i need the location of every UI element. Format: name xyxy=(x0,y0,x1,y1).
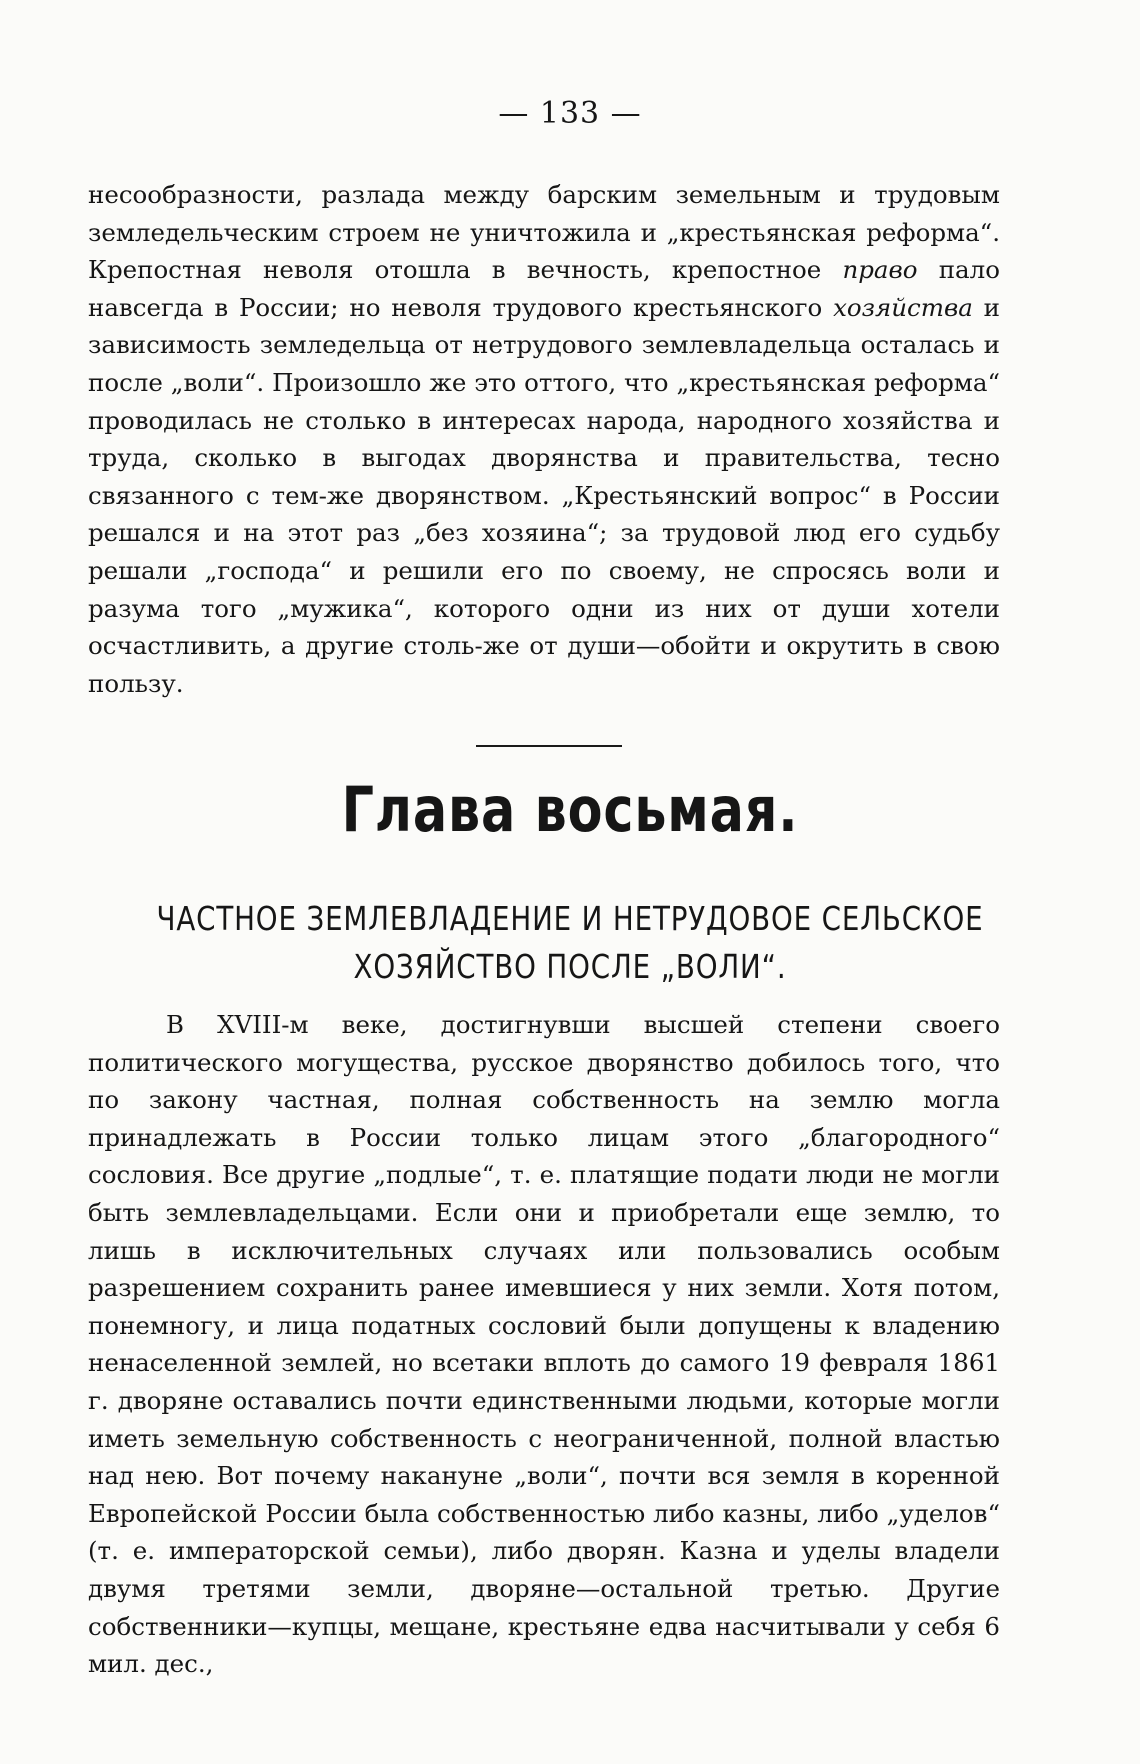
chapter-subtitle: ЧАСТНОЕ ЗЕМЛЕВЛАДЕНИЕ И НЕТРУДОВОЕ СЕЛЬСКОЕ ХОЗЯЙСТВО ПОСЛЕ „ВОЛИ“. xyxy=(156,899,984,986)
chapter-title: Глава восьмая. xyxy=(341,773,799,846)
paragraph-text-part: пало навсегда в России; но неволя трудового крестьянского xyxy=(88,255,1000,322)
italic-term: хозяйства xyxy=(833,292,973,322)
section-divider xyxy=(476,745,622,747)
chapter-opening-paragraph: В XVIII-м веке, достигнувши высшей степени своего политического могущества, русское дворянство добилось того, что по закону частная, полная собственность на землю могла принадлежать в России только лицам этого „благородного“ сословия. Все другие „подлые“, т. е. платящие подати люди не могли быть землевладельцами. Если они и приобретали еще землю, то лишь в исключительных случаях или пользовались особым разрешением сохранить ранее имевшиеся у них земли. Хотя потом, понемногу, и лица податных сословий были допущены к владению ненаселенной землей, но всетаки вплоть до самого 19 февраля 1861 г. дворяне оставались почти единственными людьми, которые могли иметь земельную собственность с неограниченной, полной властью над нею. Вот почему накануне „воли“, почти вся земля в коренной Европейской России была собственностью либо казны, либо „уделов“ (т. е. императорской семьи), либо дворян. Казна и уделы владели двумя третями земли, дворяне—остальной третью. Другие собственники—купцы, мещане, крестьяне едва насчитывали у себя 6 мил. дес., xyxy=(88,1010,1000,1679)
paragraph-text-part: и зависимость земледельца от нетрудового землевладельца осталась и после „воли“. Произошло же это оттого, что „крестьянская реформа“ проводилась не столько в интересах народа, народного хозяйства и труда, сколько в выгодах дворянства и правительства, тесно связанного с тем-же дворянством. „Крестьянский вопрос“ в России решался и на этот раз „без хозяина“; за трудовой люд его судьбу решали „господа“ и решили его по своему, не спросясь воли и разума того „мужика“, которого одни из них от души хотели осчастливить, а другие столь-же от души—обойти и окрутить в свою пользу. xyxy=(88,292,1000,698)
page-number: — 133 — xyxy=(498,96,642,131)
paragraph-text-part: несообразности, разлада между барским земельным и трудовым земледельческим строем не уничтожила и „крестьянская реформа“. Крепостная неволя отошла в вечность, крепостное xyxy=(88,180,1000,285)
paragraph-continuation xyxy=(88,176,1000,746)
italic-term: право xyxy=(842,255,918,285)
